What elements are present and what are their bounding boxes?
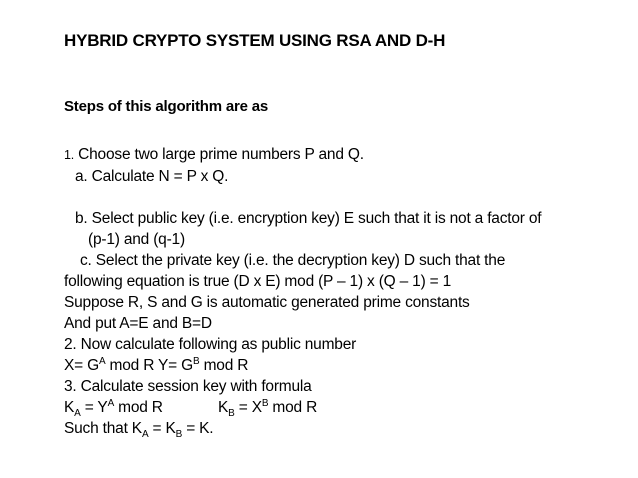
kb-mid: = X xyxy=(234,399,262,416)
kb-end: mod R xyxy=(268,399,318,416)
ka-k: K xyxy=(64,399,75,416)
kb-subscript: B xyxy=(228,408,235,420)
step-1b-line-2: (p-1) and (q-1) xyxy=(88,231,185,248)
conclusion-sub-b: B xyxy=(175,429,183,441)
step-1c-line-2: following equation is true (D x E) mod (P – 1) x (Q – 1) = 1 xyxy=(64,273,452,290)
step-1-number: 1. xyxy=(64,148,75,162)
conclusion-sub-a: A xyxy=(141,429,149,441)
step-3: 3. Calculate session key with formula xyxy=(64,378,312,395)
x-formula-prefix: X= G xyxy=(64,357,99,374)
ka-subscript: A xyxy=(74,408,81,420)
ka-end: mod R xyxy=(114,399,163,416)
ka-mid: = Y xyxy=(80,399,108,416)
conclusion-mid: = K xyxy=(148,420,176,437)
slide-subtitle: Steps of this algorithm are as xyxy=(64,98,269,115)
y-exponent: B xyxy=(192,355,200,367)
step-2: 2. Now calculate following as public number xyxy=(64,336,357,353)
ka-formula xyxy=(64,398,163,418)
conclusion-end: = K. xyxy=(182,420,214,437)
step-1-text: Choose two large prime numbers P and Q. xyxy=(74,146,364,163)
slide-title: HYBRID CRYPTO SYSTEM USING RSA AND D-H xyxy=(64,31,446,50)
y-formula-suffix: mod R xyxy=(199,357,249,374)
x-exponent: A xyxy=(98,355,106,367)
step-1c-line-1: c. Select the private key (i.e. the decryption key) D such that the xyxy=(80,252,506,269)
kb-k: K xyxy=(218,399,229,416)
constants-note: Suppose R, S and G is automatic generated prime constants xyxy=(64,294,470,311)
public-numbers-formula xyxy=(64,356,248,376)
step-1b-line-1: b. Select public key (i.e. encryption key) E such that it is not a factor of xyxy=(75,210,542,227)
conclusion xyxy=(64,419,213,439)
kb-exponent: B xyxy=(261,397,269,409)
kb-formula xyxy=(218,398,317,418)
step-1 xyxy=(64,145,364,165)
step-1a: a. Calculate N = P x Q. xyxy=(75,168,229,185)
assignment-note: And put A=E and B=D xyxy=(64,315,212,332)
conclusion-pre: Such that K xyxy=(64,420,142,437)
y-formula-prefix: mod R Y= G xyxy=(105,357,193,374)
ka-exponent: A xyxy=(107,397,115,409)
